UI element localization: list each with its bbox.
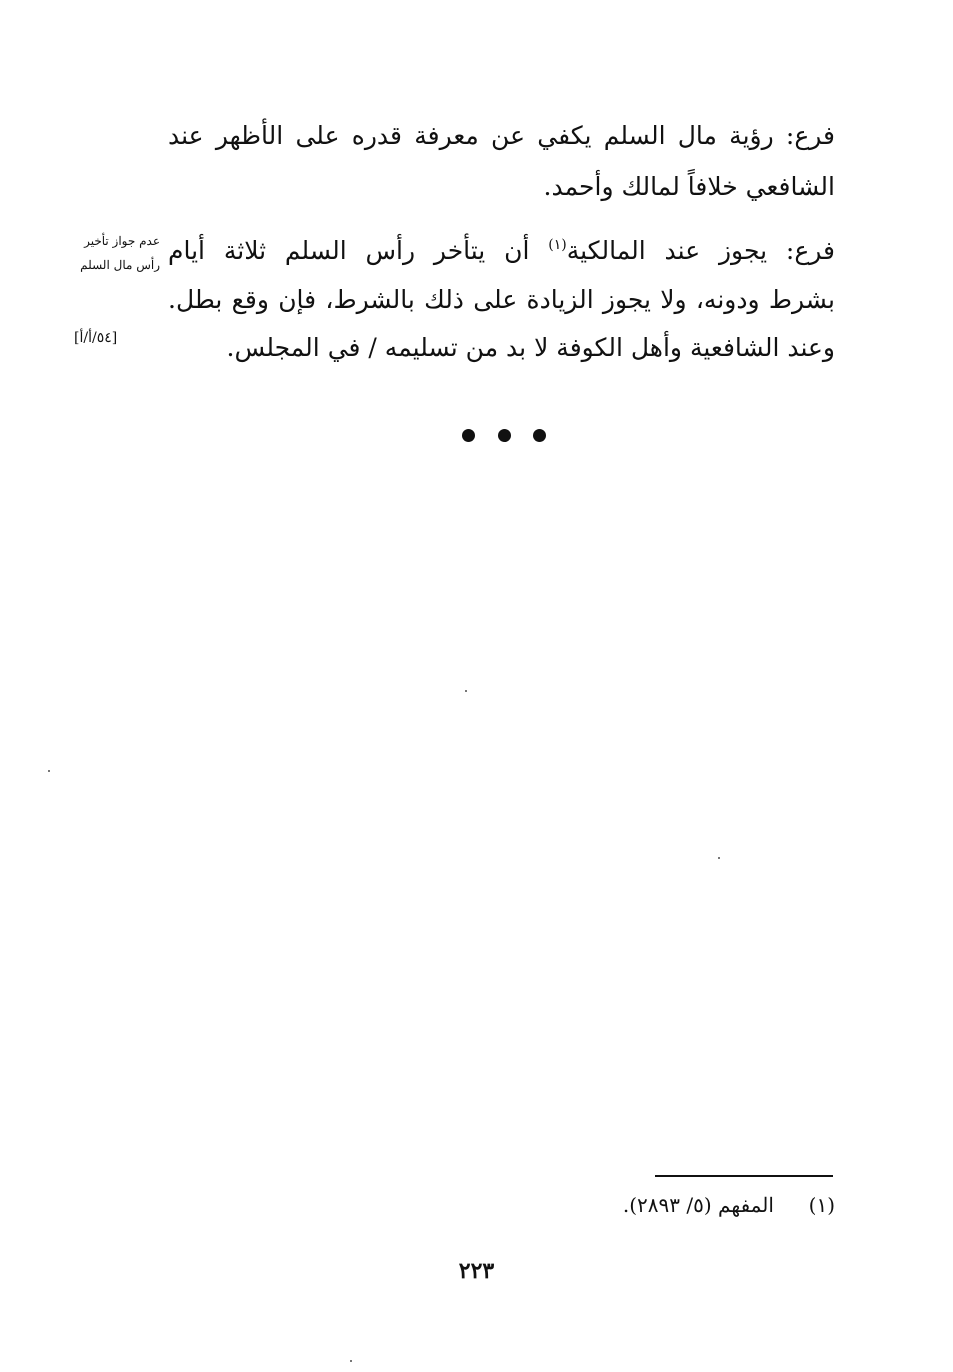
scan-speck (718, 857, 720, 859)
paragraph-1-line-2: الشافعي خلافاً لمالك وأحمد. (543, 172, 835, 201)
footnote (623, 1190, 835, 1220)
folio-reference: [٥٤/أ/أ] (74, 330, 118, 346)
paragraph-1-line-1: فرع: رؤية مال السلم يكفي عن معرفة قدره على الأظهر عند (168, 121, 835, 150)
paragraph-2-line-2: بشرط ودونه، ولا يجوز الزيادة على ذلك بالشرط، فإن وقع بطل. (168, 285, 835, 314)
margin-note-line-2: رأس مال السلم (80, 258, 160, 272)
footnote-divider (655, 1175, 833, 1177)
scan-speck (350, 1360, 352, 1362)
separator-dot-icon (498, 429, 511, 442)
margin-note (64, 226, 160, 280)
paragraph-2-text-start: فرع: يجوز عند المالكية (566, 236, 835, 265)
scan-speck (465, 690, 467, 692)
footnote-text: المفهم (٥/ ٢٨٩٣). (622, 1193, 774, 1217)
footnote-number: (١) (808, 1193, 835, 1217)
separator-dot-icon (462, 429, 475, 442)
scan-speck (48, 770, 50, 772)
page-number: ٢٢٣ (458, 1258, 495, 1284)
paragraph-2-line-3: وعند الشافعية وأهل الكوفة لا بد من تسليمه / في المجلس. (226, 333, 835, 362)
paragraph-2-line-1 (168, 229, 835, 267)
paragraph-2-text-end: أن يتأخر رأس السلم ثلاثة أيام (168, 236, 549, 265)
footnote-reference[interactable]: (١) (548, 237, 567, 253)
margin-note-line-1: عدم جواز تأخير (84, 234, 160, 248)
separator-dot-icon (533, 429, 546, 442)
section-separator (462, 428, 546, 442)
